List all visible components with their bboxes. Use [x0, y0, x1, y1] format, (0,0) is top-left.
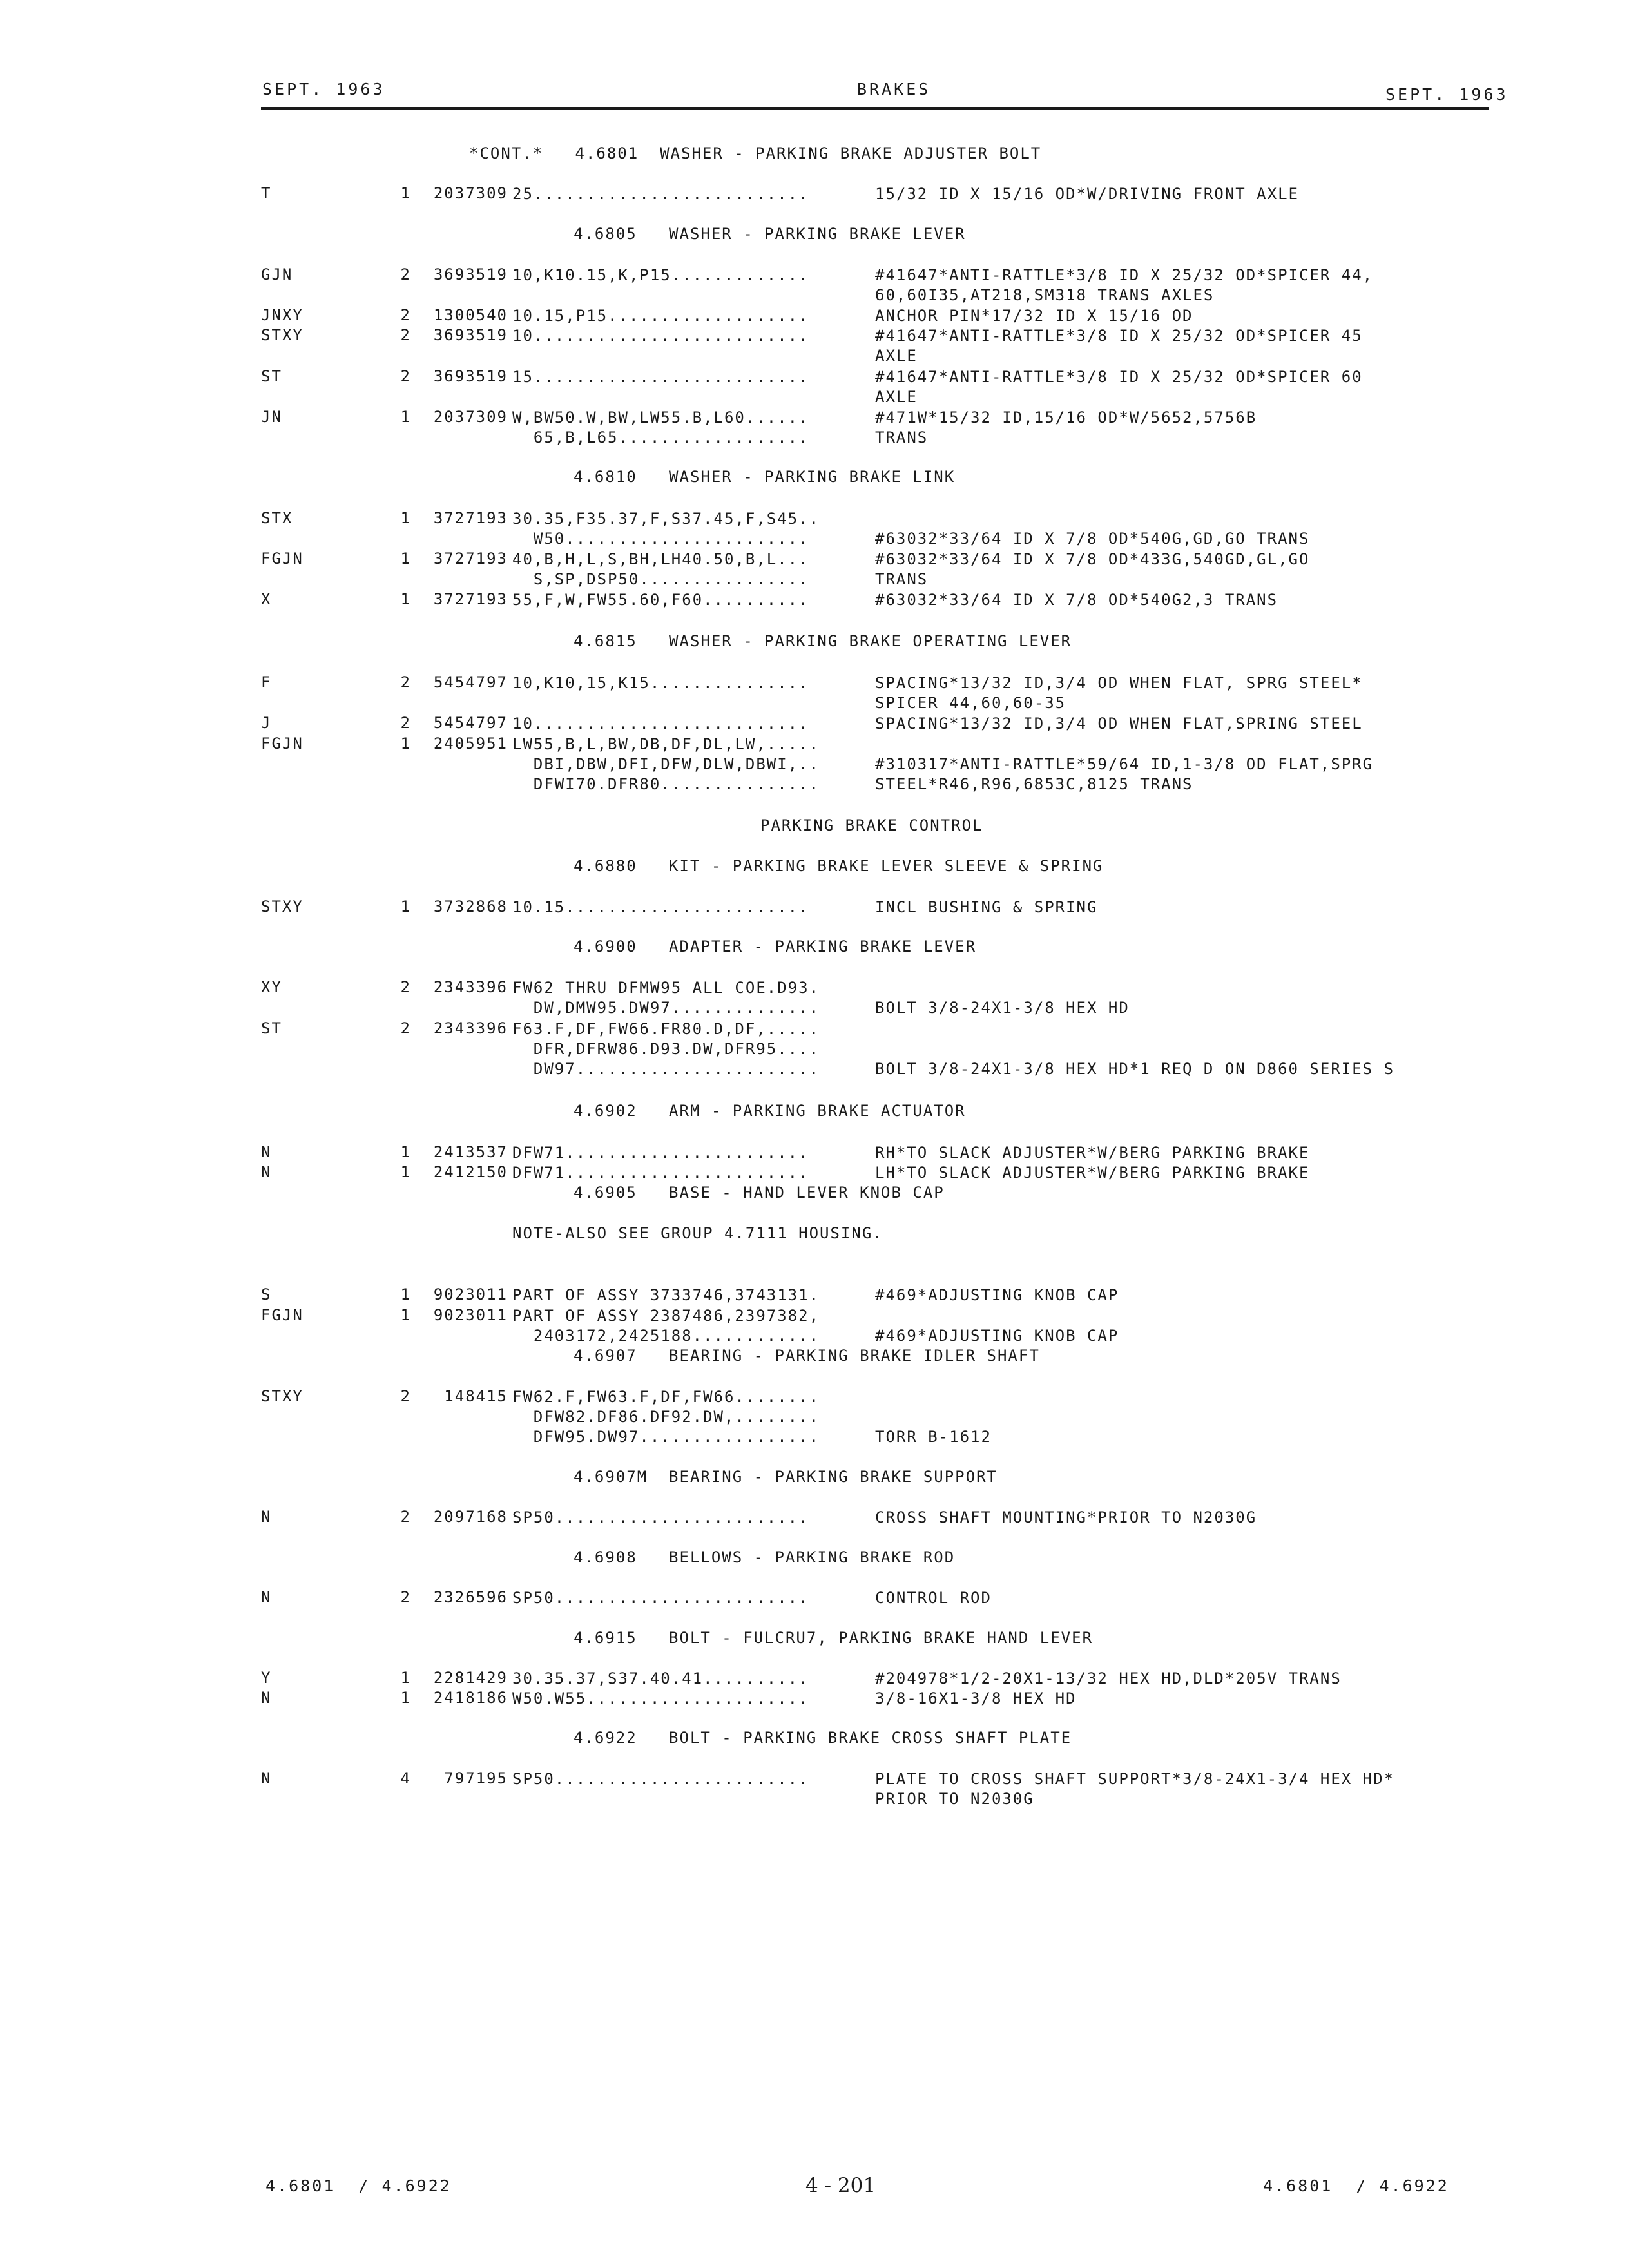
- header-title: BRAKES: [857, 80, 931, 99]
- quantity: 2: [400, 1588, 411, 1606]
- part-number: 5454797: [433, 673, 508, 691]
- model-code: ST: [261, 1019, 282, 1037]
- part-number: 797195: [444, 1769, 508, 1787]
- model-code: J: [261, 714, 272, 732]
- part-number: 2343396: [433, 978, 508, 996]
- model-code: N: [261, 1508, 272, 1526]
- quantity: 2: [400, 673, 411, 691]
- parts-catalog: [0, 129, 1629, 2126]
- part-description: LH*TO SLACK ADJUSTER*W/BERG PARKING BRAKE: [875, 1164, 1310, 1182]
- part-number: 3727193: [433, 550, 508, 568]
- quantity: 1: [400, 898, 411, 916]
- model-list: 10,K10,15,K15...............: [512, 674, 809, 692]
- model-code: ST: [261, 367, 282, 385]
- section-heading: 4.6805 WASHER - PARKING BRAKE LEVER: [574, 225, 966, 243]
- model-list: 15..........................: [512, 368, 809, 386]
- part-description: #63032*33/64 ID X 7/8 OD*540G2,3 TRANS: [875, 591, 1278, 609]
- model-list: PART OF ASSY 3733746,3743131.: [512, 1286, 820, 1304]
- section-heading: 4.6922 BOLT - PARKING BRAKE CROSS SHAFT PLATE: [574, 1729, 1072, 1747]
- model-list: 10.15,P15...................: [512, 307, 809, 325]
- section-heading: *CONT.* 4.6801 WASHER - PARKING BRAKE ADJUSTER BOLT: [469, 144, 1042, 162]
- model-list: SP50........................: [512, 1508, 809, 1526]
- model-list: DFW71.......................: [512, 1164, 809, 1182]
- section-heading: 4.6880 KIT - PARKING BRAKE LEVER SLEEVE & SPRING: [574, 857, 1104, 875]
- section-heading: 4.6907M BEARING - PARKING BRAKE SUPPORT: [574, 1468, 998, 1486]
- part-description: #469*ADJUSTING KNOB CAP: [875, 1286, 1119, 1304]
- model-list: 30.35.37,S37.40.41..........: [512, 1669, 809, 1687]
- model-list: 10.15.......................: [512, 898, 809, 916]
- model-code: STXY: [261, 1387, 304, 1405]
- section-heading: 4.6907 BEARING - PARKING BRAKE IDLER SHAFT: [574, 1347, 1040, 1365]
- page-header: [0, 0, 1629, 129]
- header-rule: [261, 107, 1489, 110]
- quantity: 1: [400, 184, 411, 202]
- model-list: LW55,B,L,BW,DB,DF,DL,LW,..... DBI,DBW,DFI,DFW,DLW,DBWI,.. DFWI70.DFR80...............: [512, 735, 820, 793]
- part-description: CROSS SHAFT MOUNTING*PRIOR TO N2030G: [875, 1508, 1257, 1526]
- model-list: 55,F,W,FW55.60,F60..........: [512, 591, 809, 609]
- model-code: FGJN: [261, 1306, 304, 1324]
- note-text: NOTE-ALSO SEE GROUP 4.7111 HOUSING.: [512, 1224, 883, 1242]
- part-number: 2097168: [433, 1508, 508, 1526]
- part-number: 2037309: [433, 184, 508, 202]
- model-code: N: [261, 1689, 272, 1707]
- model-code: JN: [261, 408, 282, 426]
- model-code: STX: [261, 509, 293, 527]
- page-number: 4 - 201: [805, 2174, 876, 2197]
- model-list: 40,B,H,L,S,BH,LH40.50,B,L... S,SP,DSP50................: [512, 550, 809, 588]
- model-list: 10..........................: [512, 715, 809, 733]
- part-number: 2037309: [433, 408, 508, 426]
- part-description: #469*ADJUSTING KNOB CAP: [875, 1327, 1119, 1345]
- section-heading: 4.6908 BELLOWS - PARKING BRAKE ROD: [574, 1548, 956, 1566]
- part-description: INCL BUSHING & SPRING: [875, 898, 1098, 916]
- part-number: 3693519: [433, 367, 508, 385]
- model-list: F63.F,DF,FW66.FR80.D,DF,..... DFR,DFRW86.D93.DW,DFR95.... DW97.......................: [512, 1020, 820, 1078]
- section-heading: 4.6902 ARM - PARKING BRAKE ACTUATOR: [574, 1102, 966, 1120]
- quantity: 2: [400, 714, 411, 732]
- part-number: 2405951: [433, 735, 508, 753]
- section-heading: 4.6915 BOLT - FULCRU7, PARKING BRAKE HAND LEVER: [574, 1629, 1094, 1647]
- section-heading: 4.6905 BASE - HAND LEVER KNOB CAP: [574, 1184, 945, 1202]
- model-list: SP50........................: [512, 1589, 809, 1607]
- quantity: 2: [400, 265, 411, 284]
- model-code: N: [261, 1163, 272, 1181]
- group-title: PARKING BRAKE CONTROL: [760, 816, 983, 834]
- quantity: 2: [400, 1387, 411, 1405]
- section-heading: 4.6900 ADAPTER - PARKING BRAKE LEVER: [574, 937, 977, 956]
- model-code: N: [261, 1769, 272, 1787]
- part-number: 148415: [444, 1387, 508, 1405]
- part-description: PLATE TO CROSS SHAFT SUPPORT*3/8-24X1-3/4 HEX HD* PRIOR TO N2030G: [875, 1770, 1395, 1808]
- model-code: S: [261, 1285, 272, 1303]
- quantity: 1: [400, 1285, 411, 1303]
- model-list: 10,K10.15,K,P15.............: [512, 266, 809, 284]
- quantity: 1: [400, 735, 411, 753]
- part-description: #41647*ANTI-RATTLE*3/8 ID X 25/32 OD*SPICER 45 AXLE: [875, 327, 1363, 365]
- model-code: T: [261, 184, 272, 202]
- model-list: FW62 THRU DFMW95 ALL COE.D93. DW,DMW95.DW97..............: [512, 979, 820, 1017]
- part-description: BOLT 3/8-24X1-3/8 HEX HD: [875, 999, 1130, 1017]
- model-code: STXY: [261, 898, 304, 916]
- part-number: 2281429: [433, 1669, 508, 1687]
- section-heading: 4.6810 WASHER - PARKING BRAKE LINK: [574, 468, 956, 486]
- part-description: #63032*33/64 ID X 7/8 OD*540G,GD,GO TRANS: [875, 530, 1310, 548]
- quantity: 2: [400, 367, 411, 385]
- quantity: 1: [400, 550, 411, 568]
- part-description: RH*TO SLACK ADJUSTER*W/BERG PARKING BRAKE: [875, 1144, 1310, 1162]
- model-code: GJN: [261, 265, 293, 284]
- model-code: STXY: [261, 326, 304, 344]
- header-date-left: SEPT. 1963: [262, 80, 385, 99]
- quantity: 2: [400, 1019, 411, 1037]
- quantity: 1: [400, 509, 411, 527]
- page-footer: [0, 2126, 1629, 2204]
- part-number: 2413537: [433, 1143, 508, 1161]
- quantity: 1: [400, 1143, 411, 1161]
- model-code: FGJN: [261, 735, 304, 753]
- part-description: SPACING*13/32 ID,3/4 OD WHEN FLAT,SPRING STEEL: [875, 715, 1363, 733]
- model-list: PART OF ASSY 2387486,2397382, 2403172,2425188............: [512, 1307, 820, 1345]
- quantity: 4: [400, 1769, 411, 1787]
- part-description: #63032*33/64 ID X 7/8 OD*433G,540GD,GL,GO TRANS: [875, 550, 1310, 588]
- part-number: 5454797: [433, 714, 508, 732]
- part-number: 9023011: [433, 1285, 508, 1303]
- quantity: 2: [400, 306, 411, 324]
- part-description: #41647*ANTI-RATTLE*3/8 ID X 25/32 OD*SPICER 60 AXLE: [875, 368, 1363, 406]
- quantity: 1: [400, 1163, 411, 1181]
- model-list: 25..........................: [512, 185, 809, 203]
- part-number: 3693519: [433, 265, 508, 284]
- part-number: 2326596: [433, 1588, 508, 1606]
- footer-range-left: 4.6801 / 4.6922: [265, 2177, 452, 2195]
- part-number: 3727193: [433, 590, 508, 608]
- part-description: 3/8-16X1-3/8 HEX HD: [875, 1689, 1077, 1707]
- model-code: F: [261, 673, 272, 691]
- part-number: 2343396: [433, 1019, 508, 1037]
- part-description: #204978*1/2-20X1-13/32 HEX HD,DLD*205V TRANS: [875, 1669, 1342, 1687]
- quantity: 1: [400, 1669, 411, 1687]
- model-code: XY: [261, 978, 282, 996]
- part-description: 15/32 ID X 15/16 OD*W/DRIVING FRONT AXLE: [875, 185, 1299, 203]
- model-code: FGJN: [261, 550, 304, 568]
- part-description: ANCHOR PIN*17/32 ID X 15/16 OD: [875, 307, 1193, 325]
- quantity: 1: [400, 1689, 411, 1707]
- header-date-right: SEPT. 1963: [1385, 85, 1509, 104]
- model-list: DFW71.......................: [512, 1144, 809, 1162]
- part-description: #41647*ANTI-RATTLE*3/8 ID X 25/32 OD*SPICER 44, 60,60I35,AT218,SM318 TRANS AXLES: [875, 266, 1374, 304]
- footer-range-right: 4.6801 / 4.6922: [1263, 2177, 1449, 2195]
- part-description: BOLT 3/8-24X1-3/8 HEX HD*1 REQ D ON D860 SERIES S: [875, 1060, 1395, 1078]
- model-code: JNXY: [261, 306, 304, 324]
- model-list: W50.W55.....................: [512, 1689, 809, 1707]
- part-description: TORR B-1612: [875, 1428, 992, 1446]
- part-number: 3727193: [433, 509, 508, 527]
- part-description: #310317*ANTI-RATTLE*59/64 ID,1-3/8 OD FLAT,SPRG STEEL*R46,R96,6853C,8125 TRANS: [875, 755, 1374, 793]
- model-code: N: [261, 1588, 272, 1606]
- part-number: 9023011: [433, 1306, 508, 1324]
- model-list: 10..........................: [512, 327, 809, 345]
- model-list: SP50........................: [512, 1770, 809, 1788]
- quantity: 1: [400, 590, 411, 608]
- part-number: 1300540: [433, 306, 508, 324]
- part-description: #471W*15/32 ID,15/16 OD*W/5652,5756B TRANS: [875, 408, 1257, 447]
- model-list: FW62.F,FW63.F,DF,FW66........ DFW82.DF86.DF92.DW,........ DFW95.DW97.................: [512, 1388, 820, 1446]
- quantity: 2: [400, 326, 411, 344]
- part-description: CONTROL ROD: [875, 1589, 992, 1607]
- quantity: 1: [400, 1306, 411, 1324]
- part-number: 3693519: [433, 326, 508, 344]
- section-heading: 4.6815 WASHER - PARKING BRAKE OPERATING LEVER: [574, 632, 1072, 650]
- model-code: N: [261, 1143, 272, 1161]
- part-number: 2418186: [433, 1689, 508, 1707]
- quantity: 1: [400, 408, 411, 426]
- model-code: X: [261, 590, 272, 608]
- part-number: 2412150: [433, 1163, 508, 1181]
- quantity: 2: [400, 1508, 411, 1526]
- model-code: Y: [261, 1669, 272, 1687]
- model-list: 30.35,F35.37,F,S37.45,F,S45.. W50.......................: [512, 510, 820, 548]
- part-number: 3732868: [433, 898, 508, 916]
- part-description: SPACING*13/32 ID,3/4 OD WHEN FLAT, SPRG STEEL* SPICER 44,60,60-35: [875, 674, 1363, 712]
- model-list: W,BW50.W,BW,LW55.B,L60...... 65,B,L65..................: [512, 408, 809, 447]
- quantity: 2: [400, 978, 411, 996]
